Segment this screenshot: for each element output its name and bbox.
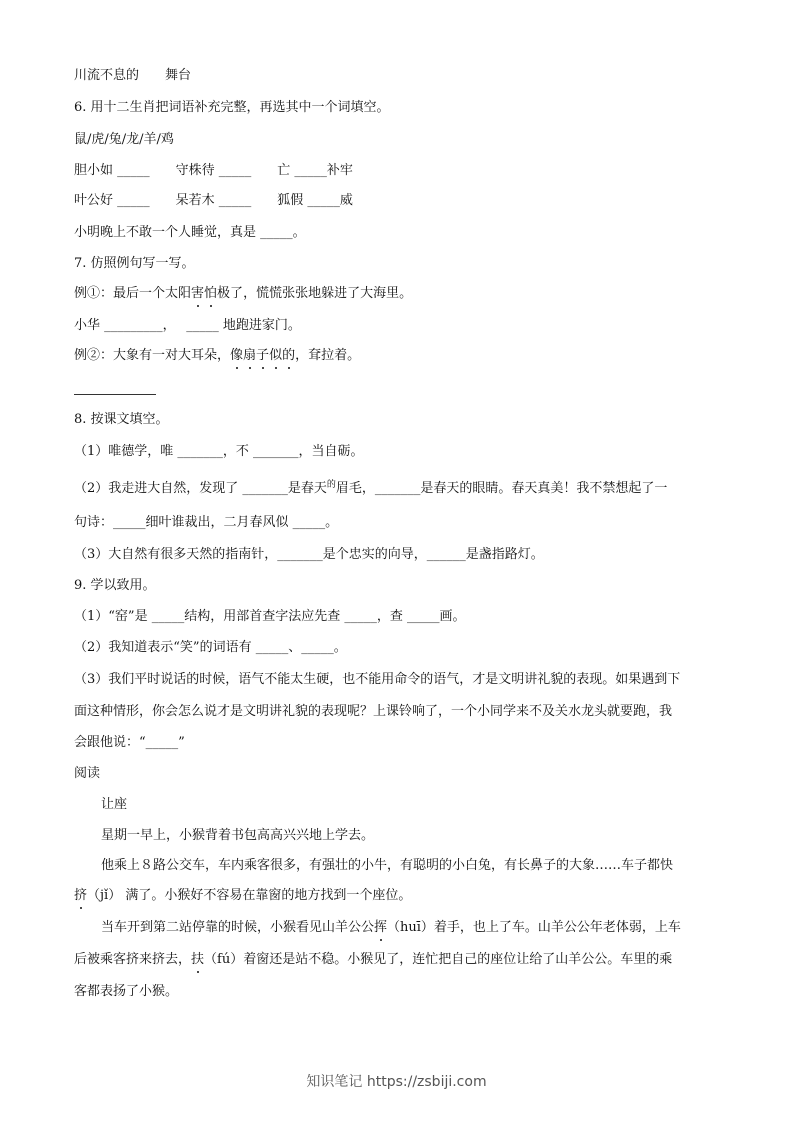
passage-line-part: 当车开到第二站停靠的时候，小猴看见山羊公公 [101, 920, 375, 935]
emphasis-char: 挥 [374, 920, 388, 935]
example-2-part: ，耷拉着。 [295, 348, 361, 363]
q9-item-2: （2）我知道表示“笑”的词语有 _____、_____。 [74, 640, 347, 655]
example-1-part: 例①：最后一个太阳 [74, 286, 192, 301]
q8-item-2-part: 眉毛，_______是春天的眼睛。春天真美！我不禁想起了一 [335, 481, 668, 496]
passage-title: 让座 [101, 797, 128, 812]
question-9-title: 9. 学以致用。 [74, 578, 156, 593]
q8-item-2-part: （2）我走进大自然，发现了 _______是春天 [74, 481, 327, 496]
q8-item-2 [74, 481, 667, 498]
reading-heading: 阅读 [74, 766, 101, 781]
question-6-title: 6. 用十二生肖把词语补充完整，再选其中一个词填空。 [74, 100, 390, 115]
emphasis-char: 似 [269, 348, 283, 363]
passage-line [74, 952, 672, 968]
q8-item-2-cont: 句诗：_____细叶谁裁出，二月春风似 _____。 [74, 515, 339, 530]
passage-line: 客都表扬了小猴。 [74, 984, 179, 999]
emphasis-char: 像 [230, 348, 244, 363]
emphasis-char: 挤 [74, 888, 88, 903]
q8-item-1: （1）唯德学，唯 _______，不 _______，当自砺。 [74, 444, 364, 459]
passage-paragraph: 星期一早上，小猴背着书包高高兴兴地上学去。 [101, 828, 375, 843]
superscript-char: 的 [326, 480, 336, 490]
passage-line [74, 888, 411, 904]
example-1-part: 极了 [217, 286, 244, 301]
example-1-part: ，慌慌张张地躲进了大海里。 [243, 286, 413, 301]
q8-item-3: （3）大自然有很多天然的指南针，_______是个忠实的向导，______是盏指路灯。 [74, 547, 544, 562]
example-2 [74, 348, 360, 364]
passage-line-part: （jǐ） 满了。小猴好不容易在靠窗的地方找到一个座位。 [87, 888, 412, 903]
q9-item-3-cont: 会跟他说：“_____” [74, 735, 185, 750]
q9-item-3-cont: 面这种情形，你会怎么说才是文明讲礼貌的表现呢？上课铃响了，一个小同学来不及关水龙头就要跑，我 [74, 704, 673, 719]
question-7-title: 7. 仿照例句写一写。 [74, 256, 195, 271]
question-8-title: 8. 按课文填空。 [74, 412, 169, 427]
answer-blank-line [74, 394, 156, 395]
passage-paragraph: 他乘上８路公交车，车内乘客很多，有强壮的小牛，有聪明的小白兔，有长鼻子的大象……车子都快 [101, 858, 674, 873]
passage-paragraph [101, 920, 681, 936]
passage-line-part: （huī）着手，也上了车。山羊公公年老体弱，上车 [387, 920, 681, 935]
emphasis-char: 怕 [204, 286, 218, 301]
example-1 [74, 286, 412, 302]
emphasis-char: 扶 [191, 952, 205, 967]
fill-sentence: 小明晚上不敢一个人睡觉，真是 _____。 [74, 225, 306, 240]
q9-item-3: （3）我们平时说话的时候，语气不能太生硬，也不能用命令的语气，才是文明讲礼貌的表现。如果遇到下 [74, 672, 681, 687]
emphasis-char: 害 [191, 286, 205, 301]
idiom-row-1: 胆小如 _____ 守株待 _____ 亡 _____补牢 [74, 163, 353, 178]
emphasis-char: 的 [282, 348, 296, 363]
example-2-part: 例②：大象有一对大耳朵， [74, 348, 231, 363]
practice-line-1: 小华 _________， _____ 地跑进家门。 [74, 318, 301, 333]
q9-item-1: （1）“窑”是 _____结构，用部首查字法应先查 _____，查 _____画。 [74, 609, 466, 624]
text-line: 川流不息的 舞台 [74, 68, 192, 83]
zodiac-options: 鼠/虎/兔/龙/羊/鸡 [74, 132, 174, 147]
emphasis-char: 子 [256, 348, 270, 363]
emphasis-char: 扇 [243, 348, 257, 363]
passage-line-part: 后被乘客挤来挤去， [74, 952, 192, 967]
idiom-row-2: 叶公好 _____ 呆若木 _____ 狐假 _____威 [74, 193, 353, 208]
passage-line-part: （fú）着窗还是站不稳。小猴见了，连忙把自己的座位让给了山羊公公。车里的乘 [204, 952, 673, 967]
page-footer: 知识笔记 https://zsbiji.com [306, 1074, 487, 1090]
